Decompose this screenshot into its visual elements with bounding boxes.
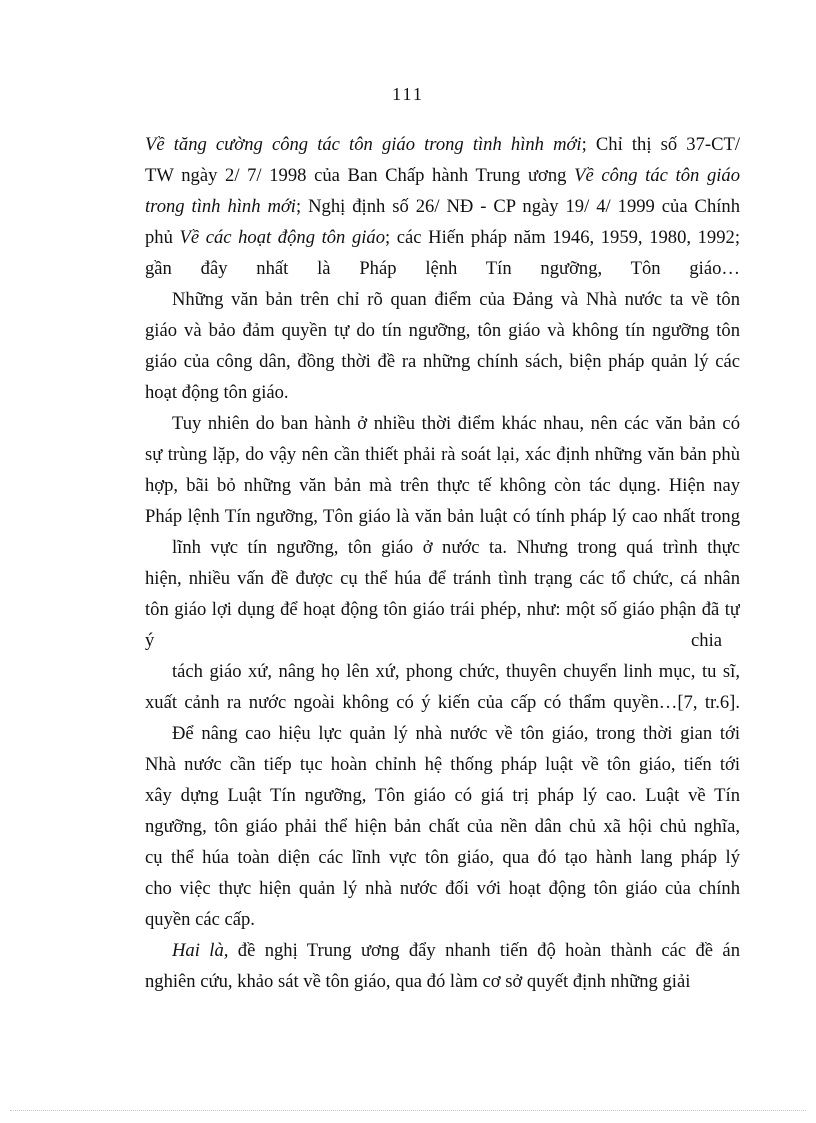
body-text: gần đây nhất là Pháp lệnh Tín ngưỡng, Tôn giáo… [145, 258, 740, 279]
text-line [145, 475, 740, 499]
body-text: giáo của công dân, đồng thời đề ra những chính sách, biện pháp quản lý các [145, 351, 740, 372]
text-line [145, 227, 740, 251]
body-text: ; Nghị định số 26/ NĐ - CP ngày 19/ 4/ 1999 của Chính [295, 196, 740, 217]
text-line [145, 754, 740, 778]
body-text: hợp, bãi bỏ những văn bản mà trên thực tế không còn tác dụng. Hiện nay [145, 475, 740, 496]
body-text: Tuy nhiên do ban hành ở nhiều thời điểm khác nhau, nên các văn bản có [172, 413, 740, 434]
text-line [172, 537, 740, 561]
text-line [145, 785, 740, 809]
body-text: tách giáo xứ, nâng họ lên xứ, phong chức, thuyên chuyển linh mục, tu sĩ, [172, 661, 740, 682]
body-text: cho việc thực hiện quản lý nhà nước đối với hoạt động tôn giáo của chính [145, 878, 740, 899]
body-text: nghiên cứu, khảo sát về tôn giáo, qua đó làm cơ sở quyết định những giải [145, 971, 691, 992]
body-text: TW ngày 2/ 7/ 1998 của Ban Chấp hành Trung ương [145, 165, 575, 186]
body-text: Những văn bản trên chỉ rõ quan điểm của Đảng và Nhà nước ta về tôn [172, 289, 740, 310]
body-text: đề nghị Trung ương đẩy nhanh tiến độ hoàn thành các đề án [228, 940, 740, 961]
body-text: ý chia [145, 630, 722, 651]
body-text: hoạt động tôn giáo. [145, 382, 289, 403]
text-line [172, 661, 740, 685]
text-line [172, 413, 740, 437]
body-text: Nhà nước cần tiếp tục hoàn chỉnh hệ thống pháp luật về tôn giáo, tiến tới [145, 754, 740, 775]
body-text: xây dựng Luật Tín ngưỡng, Tôn giáo có giá trị pháp lý cao. Luật về Tín [145, 785, 740, 806]
text-line [172, 289, 740, 313]
text-line [145, 909, 255, 931]
text-line [172, 940, 740, 964]
text-line [145, 847, 740, 871]
text-line [145, 196, 740, 220]
text-line [145, 382, 289, 404]
text-line [145, 568, 740, 592]
body-text: quyền các cấp. [145, 909, 255, 930]
text-line [145, 351, 740, 375]
body-text: ; Chỉ thị số 37-CT/ [581, 134, 740, 155]
text-line [145, 320, 740, 344]
body-text: ngưỡng, tôn giáo phải thể hiện bản chất của nền dân chủ xã hội chủ nghĩa, [145, 816, 740, 837]
body-text: Để nâng cao hiệu lực quản lý nhà nước về tôn giáo, trong thời gian tới [172, 723, 740, 744]
body-text: ; các Hiến pháp năm 1946, 1959, 1980, 1992; [385, 227, 740, 248]
text-line [145, 258, 740, 282]
body-text: tôn giáo lợi dụng để hoạt động tôn giáo trái phép, như: một số giáo phận đã tự [145, 599, 740, 620]
text-line [145, 878, 740, 902]
text-line [145, 599, 740, 623]
text-line [145, 816, 740, 840]
text-line [145, 444, 740, 468]
body-text: sự trùng lặp, do vậy nên cần thiết phải rà soát lại, xác định những văn bản phù [145, 444, 740, 465]
italic-text: Về công tác tôn giáo [574, 165, 740, 186]
text-line [172, 723, 740, 747]
italic-text: trong tình hình mới [145, 196, 296, 217]
body-text: Pháp lệnh Tín ngưỡng, Tôn giáo là văn bản luật có tính pháp lý cao nhất trong [145, 506, 740, 527]
text-line [145, 165, 740, 189]
page-bottom-rule [10, 1110, 806, 1111]
text-line [145, 134, 740, 158]
italic-text: Về tăng cường công tác tôn giáo trong tình hình mới [145, 134, 582, 155]
body-text: giáo và bảo đảm quyền tự do tín ngưỡng, tôn giáo và không tín ngưỡng tôn [145, 320, 740, 341]
body-text: lĩnh vực tín ngưỡng, tôn giáo ở nước ta. Nhưng trong quá trình thực [172, 537, 740, 558]
text-line [145, 630, 722, 654]
body-text: hiện, nhiều vấn đề được cụ thể húa để tránh tình trạng các tổ chức, cá nhân [145, 568, 740, 589]
body-text: cụ thể húa toàn diện các lĩnh vực tôn giáo, qua đó tạo hành lang pháp lý [145, 847, 740, 868]
body-text: xuất cảnh ra nước ngoài không có ý kiến của cấp có thẩm quyền…[7, tr.6]. [145, 692, 740, 713]
text-line [145, 692, 740, 716]
text-line [145, 506, 740, 530]
body-text: phủ [145, 227, 180, 248]
text-line [145, 971, 690, 993]
italic-text: Về các hoạt động tôn giáo [179, 227, 386, 248]
page-number: 111 [392, 84, 424, 104]
italic-text: Hai là, [172, 940, 229, 961]
